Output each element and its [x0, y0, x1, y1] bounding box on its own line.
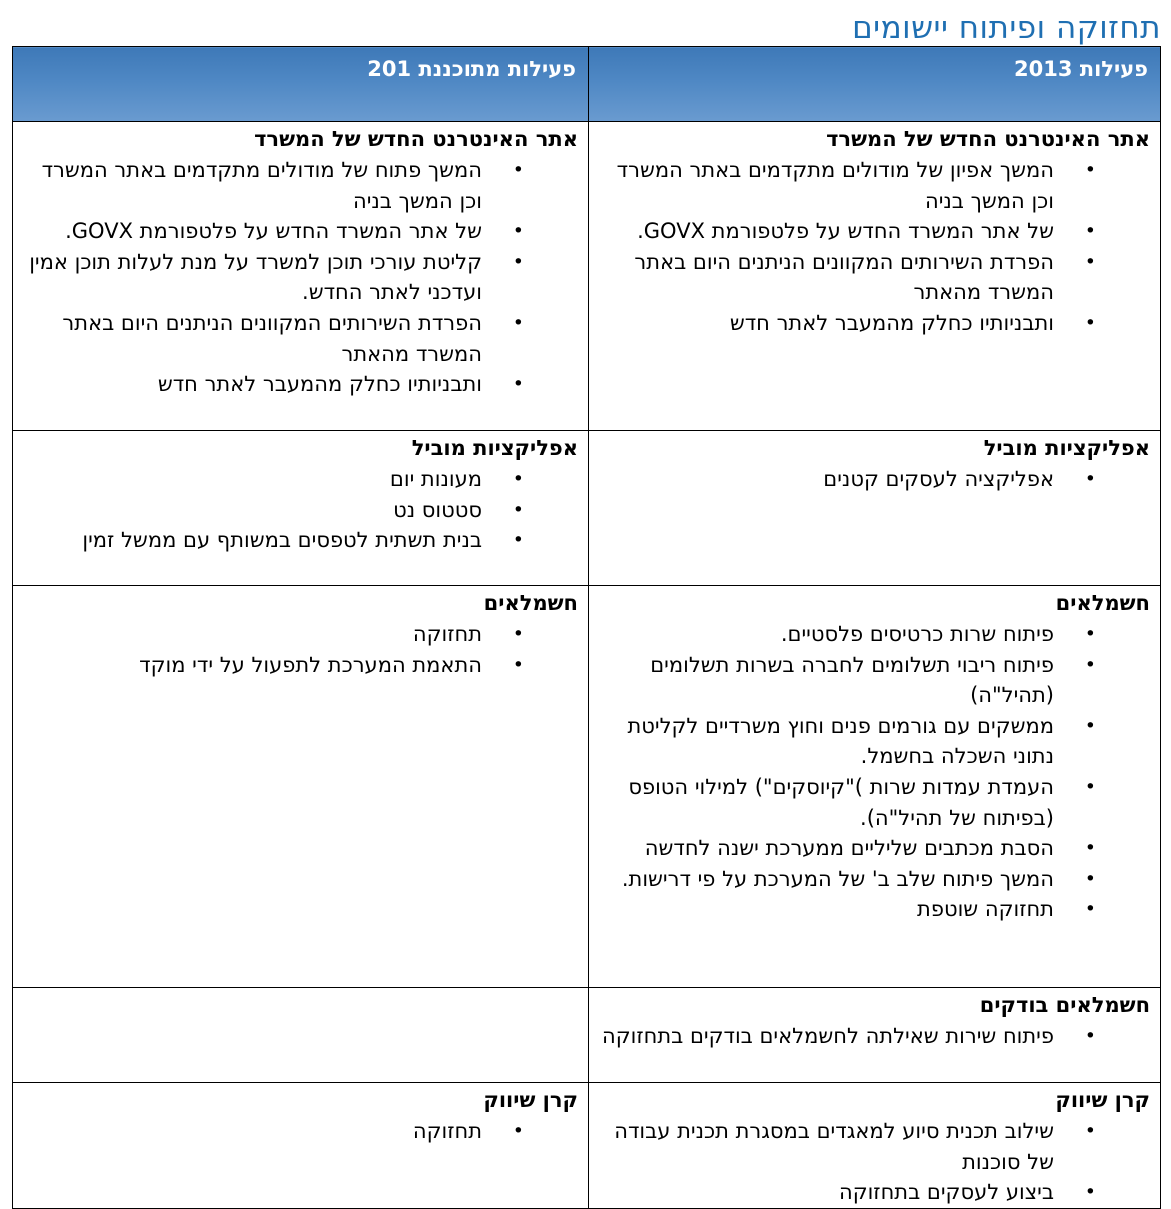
section-heading: קרן שיווק: [483, 1088, 578, 1112]
cell-2013: [589, 122, 1161, 431]
list-item: [597, 1116, 1150, 1177]
list-item: [597, 650, 1150, 711]
list-item: [21, 155, 578, 216]
bullet-icon: •: [1084, 1181, 1096, 1204]
cell-2013: [589, 1083, 1161, 1209]
bullet-icon: •: [1084, 1025, 1096, 1047]
bullet-icon: •: [512, 220, 524, 243]
section-heading: חשמלאים: [483, 591, 578, 615]
bullet-icon: •: [1084, 775, 1096, 798]
list-item-text: הפרדת השירותים המקוונים הניתנים היום באתר המשרד מהאתר: [634, 249, 1054, 305]
list-item-text: ביצוע לעסקים בתחזוקה: [838, 1180, 1054, 1205]
bullet-list: [597, 619, 1150, 925]
bullet-icon: •: [512, 653, 524, 676]
list-item-text: הפרדת השירותים המקוונים הניתנים היום באתר המשרד מהאתר: [62, 310, 482, 366]
section-heading: חשמלאים בודקים: [979, 993, 1150, 1017]
list-item-text: פיתוח שרות כרטיסים פלסטיים.: [780, 622, 1054, 646]
list-item: [597, 1021, 1150, 1052]
list-item: [597, 247, 1150, 308]
cell-planned: [13, 988, 589, 1083]
list-item: [597, 308, 1150, 339]
bullet-list: [21, 1116, 578, 1147]
table-row: [13, 586, 1161, 988]
bullet-icon: •: [512, 373, 524, 396]
list-item: [597, 464, 1150, 495]
list-item-text: הסבת מכתבים שליליים ממערכת ישנה לחדשה: [644, 836, 1054, 861]
cell-planned: [13, 122, 589, 431]
list-item-text: תחזוקה שוטפת: [917, 897, 1054, 922]
list-item-text: אפליקציה לעסקים קטנים: [823, 467, 1054, 491]
list-item-text: ותבניותיו כחלק מהמעבר לאתר חדש: [729, 310, 1054, 335]
cell-planned: [13, 431, 589, 586]
list-item: [21, 495, 578, 526]
list-item-text: פיתוח שירות שאילתה לחשמלאים בודקים בתחזוקה: [602, 1024, 1054, 1048]
list-item-text: העמדת עמדות שרות )"קיוסקים") למילוי הטופס (בפיתוח של תהיל"ה).: [628, 774, 1054, 830]
bullet-icon: •: [1084, 898, 1096, 921]
bullet-icon: •: [1084, 311, 1096, 334]
bullet-icon: •: [512, 498, 524, 521]
list-item: [21, 308, 578, 369]
list-item: [597, 711, 1150, 772]
list-item: [597, 894, 1150, 925]
list-item-text: מעונות יום: [389, 467, 482, 491]
bullet-list: [21, 619, 578, 680]
table-row: [13, 1083, 1161, 1209]
header-planned-activity: פעילות מתוכננת 201: [13, 47, 589, 122]
bullet-list: [597, 1021, 1150, 1052]
bullet-icon: •: [512, 468, 524, 490]
cell-2013: [589, 988, 1161, 1083]
bullet-icon: •: [1084, 837, 1096, 860]
list-item-text: של אתר המשרד החדש על פלטפורמת GOVX.: [65, 219, 482, 244]
bullet-icon: •: [512, 529, 524, 552]
bullet-icon: •: [512, 1120, 524, 1142]
list-item: [21, 247, 578, 308]
list-item: [597, 155, 1150, 216]
section-heading: קרן שיווק: [1055, 1088, 1150, 1112]
list-item-text: תחזוקה: [412, 1119, 482, 1143]
bullet-icon: •: [1084, 250, 1096, 273]
list-item-text: שילוב תכנית סיוע למאגדים במסגרת תכנית עבודה של סוכנות: [614, 1119, 1054, 1174]
list-item: [597, 864, 1150, 895]
list-item-text: קליטת עורכי תוכן למשרד על מנת לעלות תוכן אמין ועדכני לאתר החדש.: [29, 249, 482, 305]
page-title: תחזוקה ופיתוח יישומים: [852, 10, 1161, 46]
cell-2013: [589, 586, 1161, 988]
list-item: [21, 1116, 578, 1147]
bullet-list: [597, 1116, 1150, 1208]
bullet-icon: •: [512, 250, 524, 273]
bullet-icon: •: [1084, 1120, 1096, 1142]
list-item: [597, 1177, 1150, 1208]
bullet-list: [21, 155, 578, 400]
cell-planned: [13, 586, 589, 988]
list-item: [597, 833, 1150, 864]
list-item-text: התאמת המערכת לתפעול על ידי מוקד: [139, 652, 482, 677]
section-heading: אפליקציות מוביל: [983, 436, 1150, 460]
section-heading: חשמלאים: [1055, 591, 1150, 615]
bullet-icon: •: [1084, 714, 1096, 737]
cell-2013: [589, 431, 1161, 586]
bullet-icon: •: [512, 311, 524, 334]
list-item-text: המשך פיתוח שלב ב' של המערכת על פי דרישות.: [621, 866, 1054, 891]
bullet-icon: •: [1084, 159, 1096, 181]
list-item-text: ותבניותיו כחלק מהמעבר לאתר חדש: [157, 372, 482, 397]
list-item: [21, 650, 578, 681]
list-item: [21, 525, 578, 556]
table-row: [13, 988, 1161, 1083]
list-item-text: פיתוח ריבוי תשלומים לחברה בשרות תשלומים (תהיל"ה): [650, 652, 1054, 708]
section-heading: אפליקציות מוביל: [411, 436, 578, 460]
list-item: [21, 369, 578, 400]
bullet-list: [597, 155, 1150, 339]
list-item-text: תחזוקה: [412, 622, 482, 646]
bullet-icon: •: [1084, 867, 1096, 890]
bullet-icon: •: [1084, 468, 1096, 490]
table-row: [13, 122, 1161, 431]
table-header-row: [13, 47, 1161, 122]
list-item: [21, 619, 578, 650]
header-activity-2013: פעילות 2013: [589, 47, 1161, 122]
list-item: [597, 772, 1150, 833]
bullet-list: [21, 464, 578, 556]
bullet-icon: •: [512, 159, 524, 181]
table-row: [13, 431, 1161, 586]
list-item-text: סטטוס נט: [393, 497, 482, 522]
bullet-list: [597, 464, 1150, 495]
bullet-icon: •: [1084, 220, 1096, 243]
section-heading: אתר האינטרנט החדש של המשרד: [254, 127, 578, 151]
bullet-icon: •: [512, 623, 524, 645]
bullet-icon: •: [1084, 623, 1096, 645]
list-item-text: המשך אפיון של מודולים מתקדמים באתר המשרד וכן המשך בניה: [616, 158, 1054, 213]
list-item: [21, 216, 578, 247]
list-item-text: בנית תשתית לטפסים במשותף עם ממשל זמין: [82, 528, 482, 553]
section-heading: אתר האינטרנט החדש של המשרד: [826, 127, 1150, 151]
list-item: [597, 619, 1150, 650]
cell-planned: [13, 1083, 589, 1209]
activities-table: [12, 46, 1161, 1209]
list-item: [21, 464, 578, 495]
bullet-icon: •: [1084, 653, 1096, 676]
list-item-text: המשך פתוח של מודולים מתקדמים באתר המשרד וכן המשך בניה: [41, 158, 482, 213]
list-item-text: של אתר המשרד החדש על פלטפורמת GOVX.: [637, 219, 1054, 244]
list-item: [597, 216, 1150, 247]
list-item-text: ממשקים עם גורמים פנים וחוץ משרדיים לקליטת נתוני השכלה בחשמל.: [627, 713, 1054, 769]
